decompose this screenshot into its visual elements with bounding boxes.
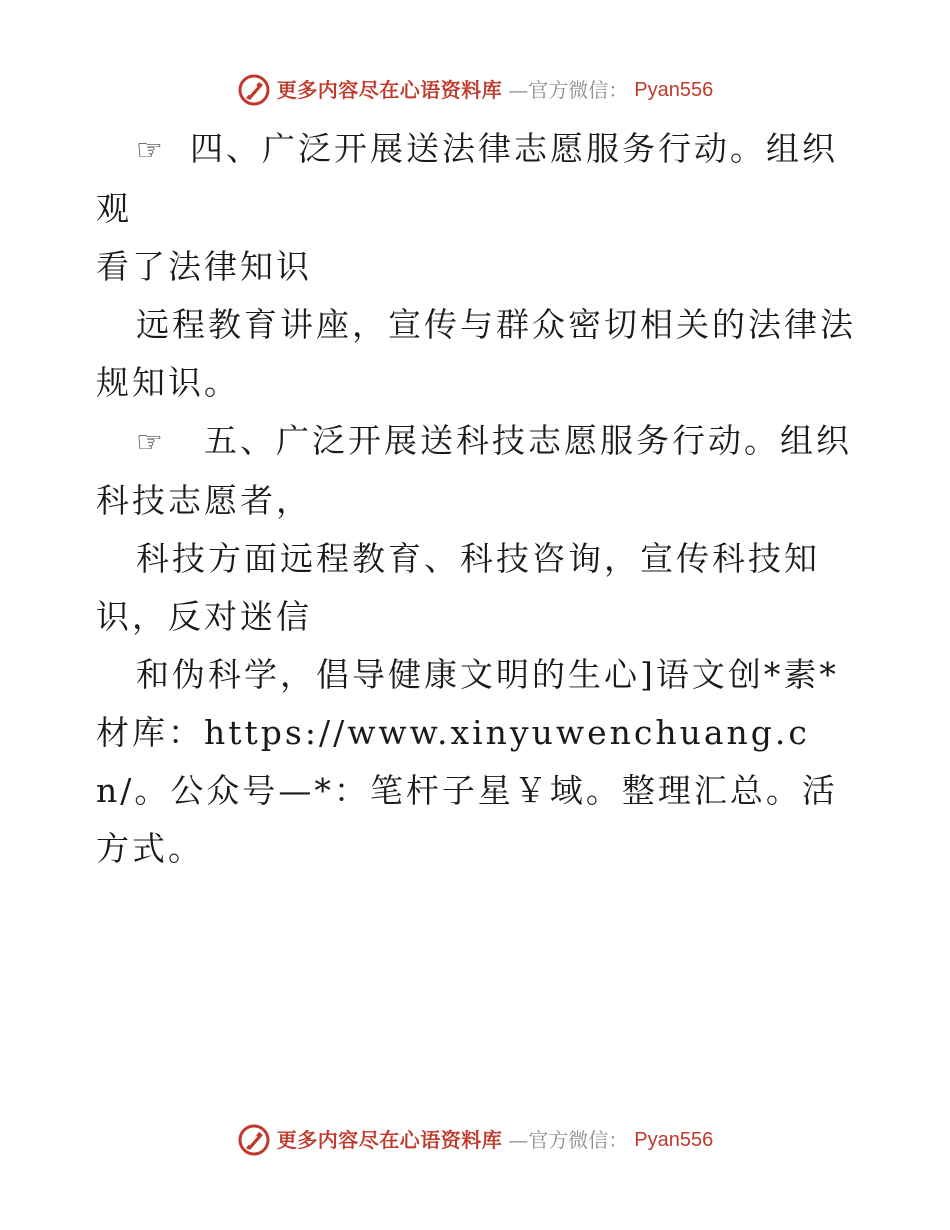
paragraph-law-lecture: 远程教育讲座，宣传与群众密切相关的法律法规知识。 — [96, 305, 856, 402]
document-body — [96, 120, 856, 878]
paragraph-tech-volunteer-line1: 五、广泛开展送科技志愿服务行动。组织 — [204, 421, 852, 460]
paragraph-tech-education: 科技方面远程教育、科技咨询，宣传科技知识，反对迷信 — [96, 539, 820, 636]
brand-name: 更多内容尽在心语资料库 — [276, 78, 503, 102]
paragraph-science-promo: 和伪科学，倡导健康文明的生心]语文创*素*材库：https://www.xinyuwenchuang.cn/。公众号—*：笔杆子星￥域。整理汇总。活方式。 — [96, 655, 839, 868]
hand-pointing-icon: ☞ — [136, 133, 163, 168]
header-watermark — [0, 70, 950, 110]
footer-watermark — [0, 1120, 950, 1160]
paragraph-tech-volunteer — [96, 412, 856, 472]
paragraph-law-volunteer — [96, 120, 856, 238]
brand-wechat-id: Pyan556 — [634, 79, 714, 101]
hand-pointing-icon: ☞ — [136, 425, 163, 460]
brand-wechat-label: —官方微信： — [508, 78, 629, 102]
paragraph-tech-volunteer-cont: 科技志愿者， — [96, 481, 312, 520]
brand-wechat-id: Pyan556 — [634, 1129, 714, 1151]
paragraph-law-volunteer-cont: 看了法律知识 — [96, 247, 312, 286]
quill-logo-icon — [237, 1123, 271, 1157]
quill-logo-icon — [237, 73, 271, 107]
paragraph-law-volunteer-line1: 四、广泛开展送法律志愿服务行动。组织观 — [96, 129, 838, 228]
brand-name: 更多内容尽在心语资料库 — [276, 1128, 503, 1152]
brand-wechat-label: —官方微信： — [508, 1128, 629, 1152]
